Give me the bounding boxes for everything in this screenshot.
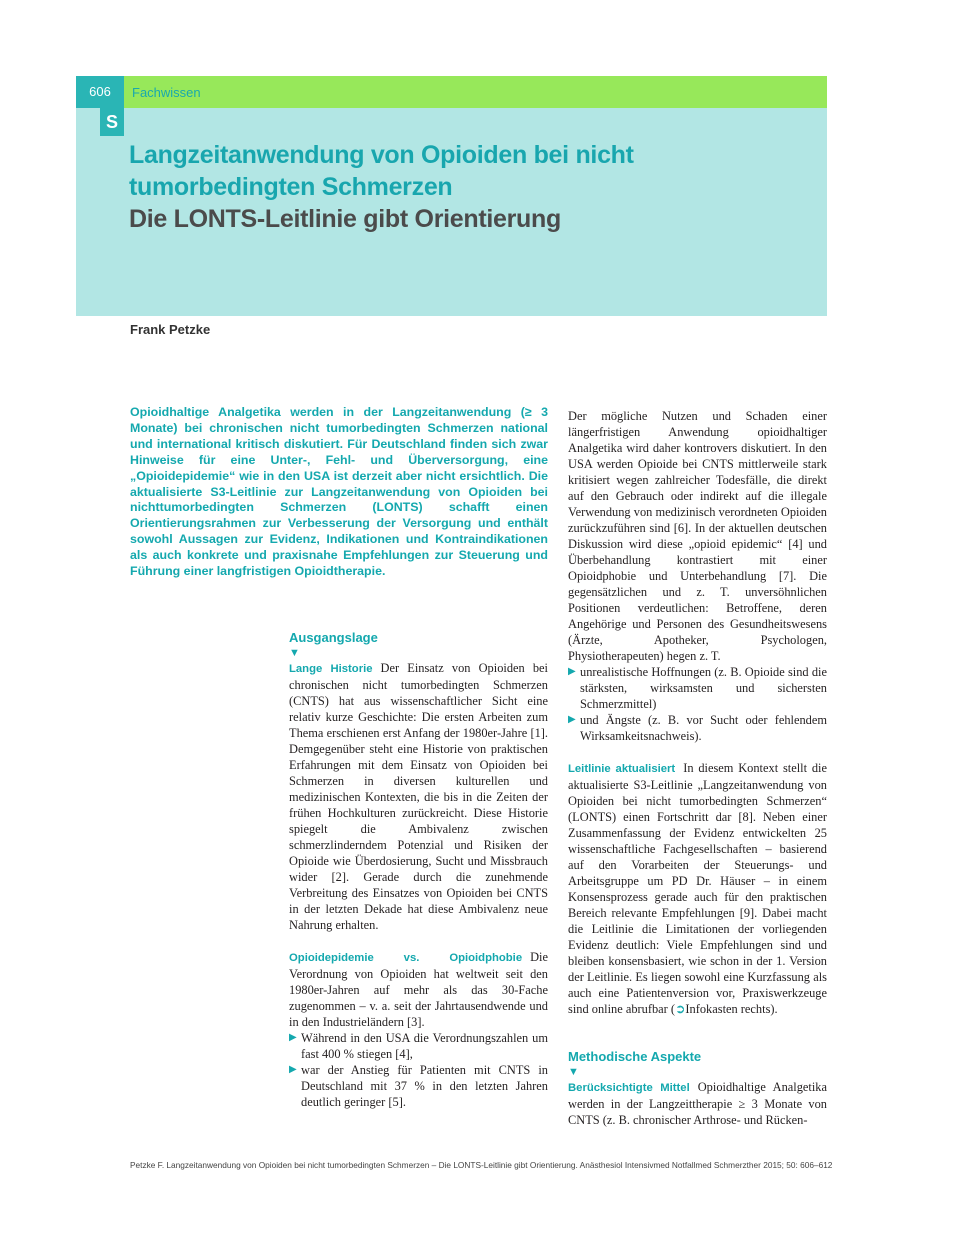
- bullet-triangle-icon: ▶: [568, 714, 576, 725]
- runin-heading: Leitlinie aktualisiert: [568, 763, 676, 775]
- bullet-list: [568, 664, 827, 744]
- paragraph-text: Der Einsatz von Opioiden bei chronischen nicht tumorbedingten Schmerzen (CNTS) hat aus wissenschaftlicher Sicht eine relativ kurze Geschichte: Die ersten Arbeiten zum Thema erschienen erst Anfang der 1980er-Jahre [1]. Demgegenüber steht eine Historie von praktischen Erfahrungen mit dem Einsatz von Opioiden bei Schmerzen in diversen kulturellen und medizinischen Kontexten, die bis in die Zeiten der frühen Hochkulturen zurückreicht. Diese Historie spiegelt die Ambivalenz zwischen schmerzlinderndem Potenzial und Risiken der Opioide wie Überdosierung, Sucht und Missbrauch wider [2]. Gerade durch die zunehmende Verbreitung des Einsatzes von Opioiden bei CNTS in der letzten Dekade hat diese Ambivalenz neue Nahrung erhalten.: [289, 661, 549, 932]
- list-item: [568, 712, 827, 744]
- section-arrow-icon: ▼: [568, 1066, 579, 1078]
- bullet-triangle-icon: ▶: [289, 1032, 297, 1043]
- page-number: 606: [76, 76, 124, 108]
- article-subtitle: Die LONTS-Leitlinie gibt Orientierung: [129, 205, 561, 233]
- paragraph: Der mögliche Nutzen und Schaden einer längerfristigen Anwendung opioidhaltiger Analgetika wird daher kontrovers diskutiert. In den USA werden Opioide bei CNTS mittlerweile stark kritisiert wegen zahlreicher Todesfälle, die direkt auf den Gebrauch oder indirekt auf die illegale Verwendung von medizinisch verordneten Opioiden zurückzuführen sind [6]. In der aktuellen deutschen Diskussion wird diese „opioid epidemic“ [4] und Überbehandlung kontrastiert mit einer Opioidphobie und Unterbehandlung [7]. Die gegensätzlichen und z. T. unversöhnlichen Positionen verdeutlichen: Betroffene, deren Angehörige und Personen des Gesundheitswesens (Ärzte, Apotheker, Psychologen, Physiotherapeuten) hegen z. T.: [568, 409, 827, 663]
- paragraph: [568, 760, 827, 1017]
- reference-arrow-icon[interactable]: ➲: [675, 1002, 686, 1016]
- section-label: Fachwissen: [132, 85, 201, 100]
- paragraph: [289, 949, 548, 1030]
- citation-footer: Petzke F. Langzeitanwendung von Opioiden bei nicht tumorbedingten Schmerzen – Die LONTS-Leitlinie gibt Orientierung. Anästhesiol Intensivmed Notfallmed Schmerzther 2015; 50: 606–612: [130, 1160, 833, 1170]
- runin-heading: Berücksichtigte Mittel: [568, 1082, 690, 1094]
- section-heading-methodische-aspekte: Methodische Aspekte: [568, 1049, 702, 1064]
- column-middle: [289, 630, 548, 1110]
- paragraph: [289, 660, 548, 933]
- paragraph-text: Die Verordnung von Opioiden hat weltweit seit den 1980er-Jahren auf mehr als das 30-Fache zugenommen – v. a. seit der Jahrtausendwende und in den Industrieländern [3].: [289, 950, 548, 1029]
- list-item-text: Während in den USA die Verordnungszahlen um fast 400 % stiegen [4],: [301, 1031, 548, 1061]
- section-badge: S: [100, 108, 124, 136]
- abstract: Opioidhaltige Analgetika werden in der Langzeitanwendung (≥ 3 Monate) bei chronischen nicht tumorbedingten Schmerzen national und international kritisch diskutiert. Für Deutschland finden sich zwar Hinweise für eine Unter-, Fehl- und Überversorgung, eine „Opioidepidemie“ wie in den USA ist derzeit aber nicht ersichtlich. Die aktualisierte S3-Leitlinie zur Langzeitanwendung von Opioiden bei nichttumorbedingten Schmerzen (LONTS) schafft einen Orientierungsrahmen zur Verbesserung der Versorgung und enthält sowohl Aussagen zur Evidenz, Indikationen und Kontraindikationen als auch konkrete und praxisnahe Empfehlungen zur Steuerung und Führung einer langfristigen Opioidtherapie.: [130, 405, 548, 579]
- reference-text: Infokasten rechts).: [685, 1002, 778, 1016]
- runin-heading: Lange Historie: [289, 663, 373, 675]
- bullet-list: [289, 1030, 548, 1110]
- paragraph: [568, 1079, 827, 1128]
- list-item: [568, 664, 827, 712]
- article-title: Langzeitanwendung von Opioiden bei nicht tumorbedingten Schmerzen: [129, 141, 634, 201]
- column-right: [568, 408, 827, 1128]
- list-item-text: war der Anstieg für Patienten mit CNTS in Deutschland mit 37 % in den letzten Jahren deutlich geringer [5].: [301, 1063, 548, 1109]
- paragraph-text: In diesem Kontext stellt die aktualisierte S3-Leitlinie „Langzeitanwendung von Opioiden bei nicht tumorbedingten Schmerzen“ (LONTS) einen Fortschritt dar [8]. Neben einer Zusammenfassung der Evidenz entwickelten 25 wissenschaftliche Fachgesellschaften – basierend auf den Vorarbeiten der Steuerungs- und Arbeitsgruppe um PD Dr. Häuser – in einem Konsensprozess gerade auch für den praktischen Bereich relevante Empfehlungen [9]. Dabei macht die Leitlinie die Limitationen der vorliegenden Evidenz deutlich: Viele Empfehlungen sind und bleiben konsensbasiert, wie schon in der 1. Version der Leitlinie. Es liegen sowohl eine Kurzfassung als auch eine Patientenversion vor, Praxiswerkzeuge sind online abrufbar (: [568, 761, 827, 1016]
- bullet-triangle-icon: ▶: [289, 1064, 297, 1075]
- list-item-text: und Ängste (z. B. vor Sucht oder fehlendem Wirksamkeitsnachweis).: [580, 713, 827, 743]
- author-name: Frank Petzke: [130, 322, 211, 337]
- section-heading-ausgangslage: Ausgangslage: [289, 630, 378, 645]
- bullet-triangle-icon: ▶: [568, 666, 576, 677]
- list-item-text: unrealistische Hoffnungen (z. B. Opioide sind die stärksten, wirksamsten und sichersten Schmerzmittel): [580, 665, 827, 711]
- paragraph-text: Opioidhaltige Analgetika werden in der Langzeittherapie ≥ 3 Monate von CNTS (z. B. chronischer Arthrose- und Rücken-: [568, 1080, 827, 1127]
- list-item: [289, 1030, 548, 1062]
- section-arrow-icon: ▼: [289, 647, 300, 659]
- runin-heading: Opioidepidemie vs. Opioidphobie: [289, 952, 523, 964]
- list-item: [289, 1062, 548, 1110]
